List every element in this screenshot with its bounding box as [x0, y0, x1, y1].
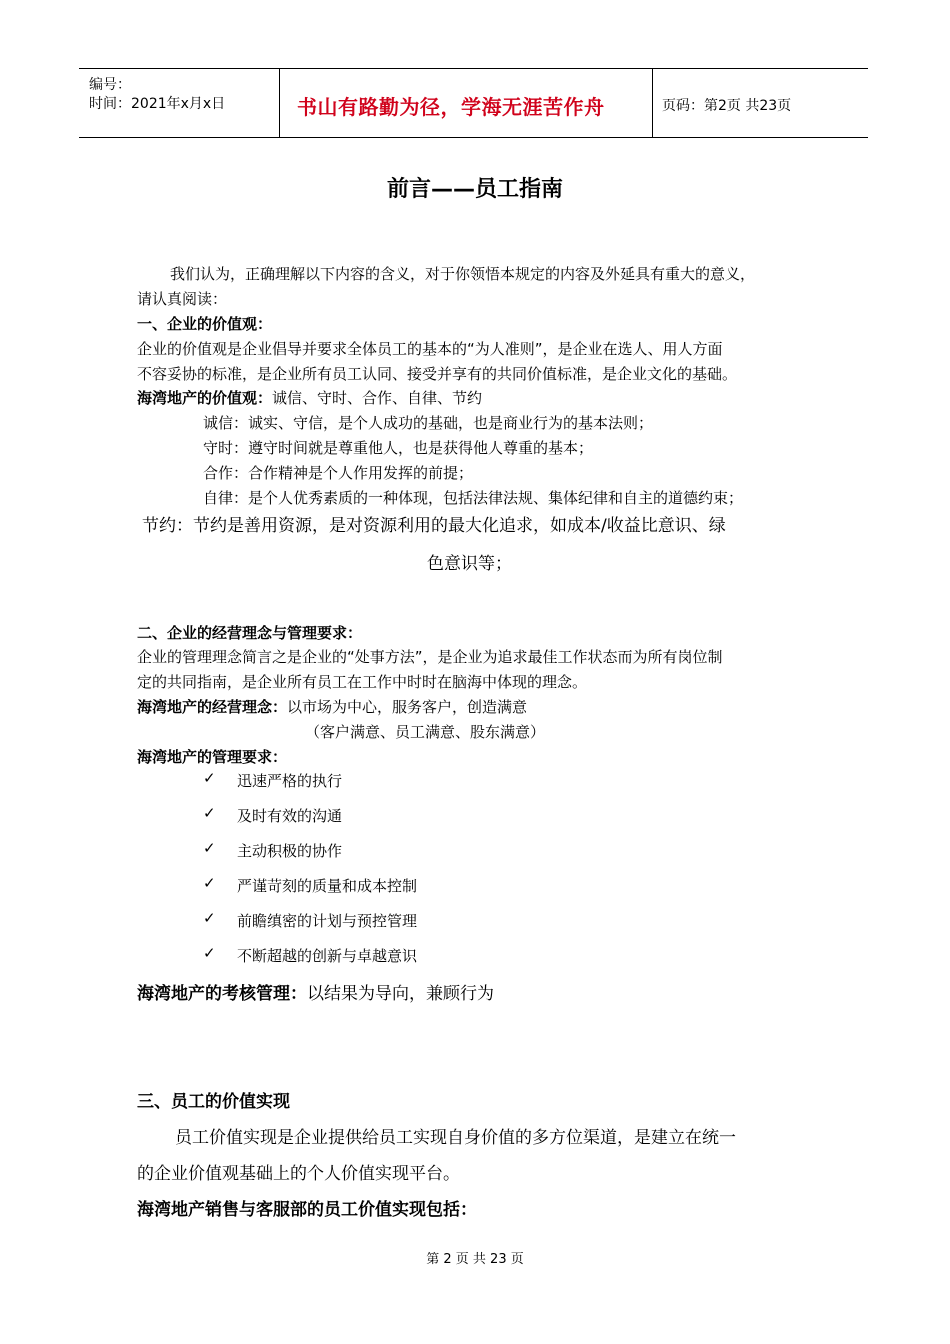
- check-icon: ✓: [203, 804, 216, 822]
- section2-paragraph: 企业的管理理念简言之是企业的“处事方法”，是企业为追求最佳工作状态而为所有岗位制: [137, 648, 723, 666]
- section1-heading: 一、企业的价值观：: [137, 315, 273, 333]
- section3-subheading: 海湾地产销售与客服部的员工价值实现包括：: [137, 1200, 477, 1220]
- number-label: 编号：: [89, 77, 131, 93]
- section3-paragraph: 员工价值实现是企业提供给员工实现自身价值的多方位渠道，是建立在统一: [175, 1128, 736, 1148]
- mgmt-item: 严谨苛刻的质量和成本控制: [237, 877, 418, 895]
- section3-heading: 三、员工的价值实现: [137, 1092, 290, 1112]
- mgmt-item: 不断超越的创新与卓越意识: [237, 947, 418, 965]
- motto: 书山有路勤为径，学海无涯苦作舟: [297, 95, 605, 119]
- mgmt-label: 海湾地产的管理要求：: [137, 748, 288, 766]
- section1-paragraph: 不容妥协的标准，是企业所有员工认同、接受并享有的共同价值标准，是企业文化的基础。: [137, 365, 738, 383]
- value-item: 自律：是个人优秀素质的一种体现，包括法律法规、集体纪律和自主的道德约束；: [203, 489, 744, 507]
- page-title: 前言——员工指南: [386, 177, 563, 202]
- mgmt-item: 前瞻缜密的计划与预控管理: [237, 912, 418, 930]
- mgmt-item: 迅速严格的执行: [237, 772, 343, 790]
- value-item: 守时：遵守时间就是尊重他人，也是获得他人尊重的基本；: [203, 439, 594, 457]
- assess-label: 海湾地产的考核管理：: [137, 984, 307, 1004]
- page-info: 页码：第2页 共23页: [662, 98, 792, 114]
- intro-line: 请认真阅读：: [137, 290, 228, 308]
- concept-text: 以市场为中心，服务客户，创造满意: [287, 698, 528, 716]
- section2-heading: 二、企业的经营理念与管理要求：: [137, 624, 363, 642]
- mgmt-item: 及时有效的沟通: [237, 807, 343, 825]
- assess-text: 以结果为导向，兼顾行为: [307, 984, 494, 1004]
- section3-paragraph: 的企业价值观基础上的个人价值实现平台。: [137, 1164, 460, 1184]
- time-label: 时间：2021年x月x日: [89, 96, 226, 112]
- header-divider: [652, 69, 653, 137]
- value-item: 诚信：诚实、守信，是个人成功的基础，也是商业行为的基本法则；: [203, 414, 654, 432]
- concept-sub: （客户满意、员工满意、股东满意）: [305, 723, 546, 741]
- check-icon: ✓: [203, 769, 216, 787]
- check-icon: ✓: [203, 909, 216, 927]
- intro-line: 我们认为，正确理解以下内容的含义，对于你领悟本规定的内容及外延具有重大的意义，: [170, 265, 756, 283]
- header-table: [79, 68, 868, 138]
- values-label: 海湾地产的价值观：: [137, 389, 273, 407]
- thrift-line: 色意识等；: [427, 554, 512, 574]
- assess-line: [137, 979, 494, 1004]
- check-icon: ✓: [203, 944, 216, 962]
- section2-paragraph: 定的共同指南，是企业所有员工在工作中时时在脑海中体现的理念。: [137, 673, 588, 691]
- value-item: 合作：合作精神是个人作用发挥的前提；: [203, 464, 474, 482]
- check-icon: ✓: [203, 839, 216, 857]
- concept-label: 海湾地产的经营理念：: [137, 698, 288, 716]
- section1-paragraph: 企业的价值观是企业倡导并要求全体员工的基本的“为人准则”，是企业在选人、用人方面: [137, 340, 723, 358]
- concept-line: [137, 696, 527, 717]
- values-line: [137, 387, 482, 408]
- thrift-line: 节约：节约是善用资源，是对资源利用的最大化追求，如成本/收益比意识、绿: [142, 516, 726, 536]
- values-text: 诚信、守时、合作、自律、节约: [272, 389, 483, 407]
- mgmt-item: 主动积极的协作: [237, 842, 343, 860]
- header-divider: [279, 69, 280, 137]
- page-footer: 第 2 页 共 23 页: [426, 1252, 524, 1267]
- check-icon: ✓: [203, 874, 216, 892]
